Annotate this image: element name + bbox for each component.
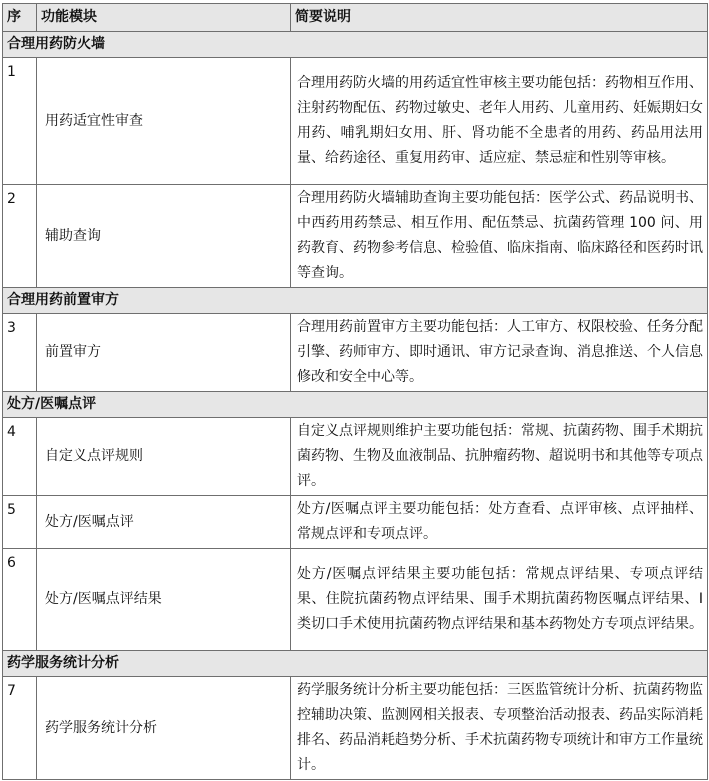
module-description: 处方/医嘱点评主要功能包括：处方查看、点评审核、点评抽样、常规点评和专项点评。: [291, 496, 708, 549]
module-description: 合理用药防火墙辅助查询主要功能包括：医学公式、药品说明书、中西药用药禁忌、相互作用、配伍禁忌、抗菌药管理 100 问、用药教育、药物参考信息、检验值、临床指南、临床路径和医药时讯等查询。: [291, 185, 708, 288]
module-name: 用药适宜性审查: [37, 58, 291, 185]
module-name: 自定义点评规则: [37, 418, 291, 496]
table-row: [3, 314, 708, 392]
module-description: 自定义点评规则维护主要功能包括：常规、抗菌药物、围手术期抗菌药物、生物及血液制品、抗肿瘤药物、超说明书和其他等专项点评。: [291, 418, 708, 496]
table-row: [3, 496, 708, 549]
header-desc: 简要说明: [291, 4, 708, 32]
table-row: [3, 58, 708, 185]
row-number: 4: [3, 418, 37, 496]
section-title: 处方/医嘱点评: [3, 392, 708, 418]
table-row: [3, 185, 708, 288]
table-row: [3, 549, 708, 651]
row-number: 3: [3, 314, 37, 392]
header-row: [3, 4, 708, 32]
row-number: 1: [3, 58, 37, 185]
section-title: 合理用药防火墙: [3, 32, 708, 58]
section-title: 药学服务统计分析: [3, 651, 708, 677]
module-name: 辅助查询: [37, 185, 291, 288]
row-number: 6: [3, 549, 37, 651]
module-description: 合理用药前置审方主要功能包括：人工审方、权限校验、任务分配引擎、药师审方、即时通讯、审方记录查询、消息推送、个人信息修改和安全中心等。: [291, 314, 708, 392]
section-row: [3, 32, 708, 58]
module-description: 药学服务统计分析主要功能包括：三医监管统计分析、抗菌药物监控辅助决策、监测网相关报表、专项整治活动报表、药品实际消耗排名、药品消耗趋势分析、手术抗菌药物专项统计和审方工作量统计。: [291, 677, 708, 780]
table-row: [3, 677, 708, 780]
row-number: 2: [3, 185, 37, 288]
section-row: [3, 288, 708, 314]
header-module: 功能模块: [37, 4, 291, 32]
module-name: 处方/医嘱点评结果: [37, 549, 291, 651]
function-module-table: [2, 3, 708, 780]
module-name: 处方/医嘱点评: [37, 496, 291, 549]
module-description: 处方/医嘱点评结果主要功能包括：常规点评结果、专项点评结果、住院抗菌药物点评结果、围手术期抗菌药物医嘱点评结果、I 类切口手术使用抗菌药物点评结果和基本药物处方专项点评结果。: [291, 549, 708, 651]
row-number: 5: [3, 496, 37, 549]
header-num: 序: [3, 4, 37, 32]
table-row: [3, 418, 708, 496]
row-number: 7: [3, 677, 37, 780]
module-name: 药学服务统计分析: [37, 677, 291, 780]
section-row: [3, 651, 708, 677]
module-description: 合理用药防火墙的用药适宜性审核主要功能包括：药物相互作用、注射药物配伍、药物过敏史、老年人用药、儿童用药、妊娠期妇女用药、哺乳期妇女用、肝、肾功能不全患者的用药、药品用法用量、给药途径、重复用药审、适应症、禁忌症和性别等审核。: [291, 58, 708, 185]
section-row: [3, 392, 708, 418]
section-title: 合理用药前置审方: [3, 288, 708, 314]
module-name: 前置审方: [37, 314, 291, 392]
